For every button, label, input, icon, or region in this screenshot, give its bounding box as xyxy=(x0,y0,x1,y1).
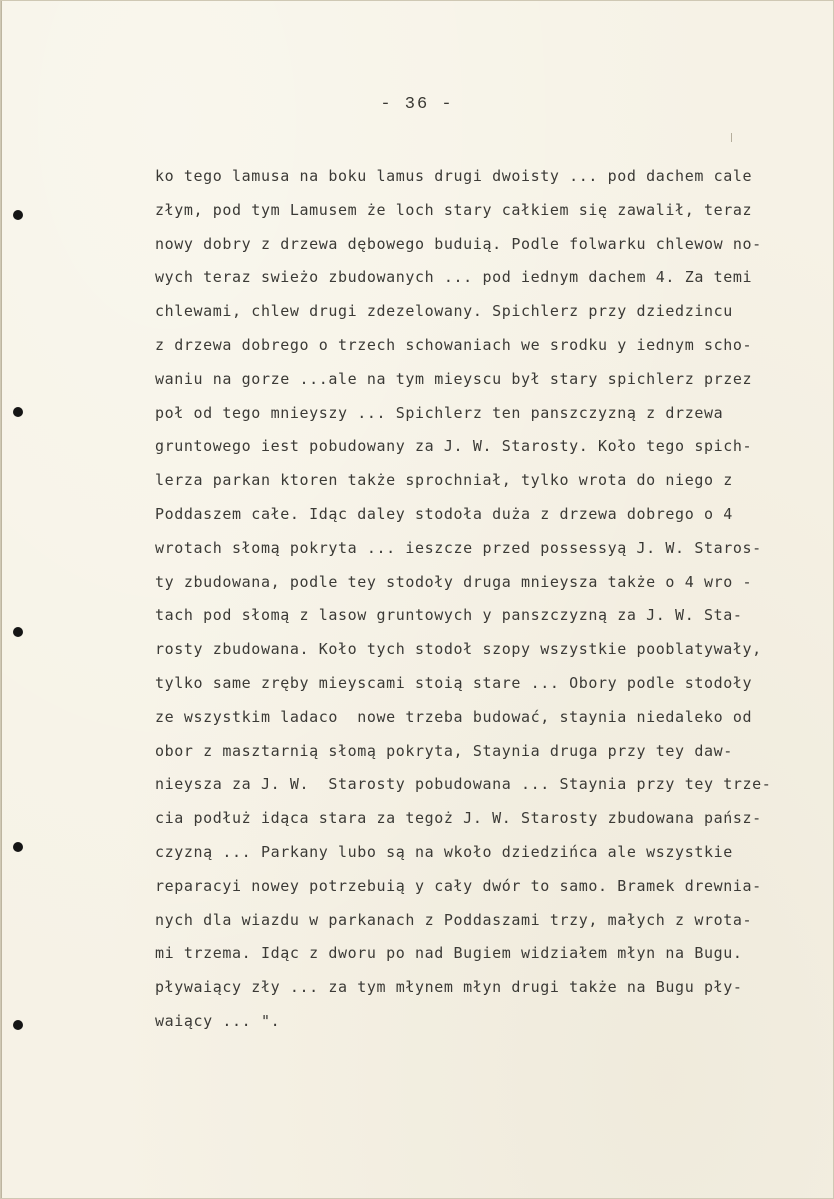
punch-hole xyxy=(13,407,23,417)
punch-hole xyxy=(13,1020,23,1030)
punch-hole xyxy=(13,210,23,220)
text-line: pływaiący zły ... za tym młynem młyn drugi także na Bugu pły- xyxy=(155,978,743,997)
paper-mark xyxy=(731,133,732,142)
text-line: waniu na gorze ...ale na tym mieyscu był stary spichlerz przez xyxy=(155,369,753,388)
text-line: chlewami, chlew drugi zdezelowany. Spichlerz przy dziedzincu xyxy=(155,302,733,321)
text-line: wych teraz swieżo zbudowanych ... pod iednym dachem 4. Za temi xyxy=(155,268,753,287)
text-line: ko tego lamusa na boku lamus drugi dwoisty ... pod dachem cale xyxy=(155,167,753,185)
text-line: cia podłuż idąca stara za tegoż J. W. Starosty zbudowana pańsz- xyxy=(155,809,762,828)
text-line: lerza parkan ktoren także sprochniał, tylko wrota do niego z xyxy=(155,471,733,490)
text-line: z drzewa dobrego o trzech schowaniach we srodku y iednym scho- xyxy=(155,335,753,354)
text-line: waiący ... ". xyxy=(155,1011,281,1030)
typewritten-body-text xyxy=(155,160,815,1039)
text-line: ze wszystkim ladaco nowe trzeba budować, staynia niedaleko od xyxy=(155,707,753,726)
text-line: ty zbudowana, podle tey stodoły druga mnieysza także o 4 wro - xyxy=(155,572,753,591)
text-line: nych dla wiazdu w parkanach z Poddaszami trzy, małych z wrota- xyxy=(155,910,753,929)
text-line: nowy dobry z drzewa dębowego buduią. Podle folwarku chlewow no- xyxy=(155,234,762,253)
text-line: tach pod słomą z lasow gruntowych y panszczyzną za J. W. Sta- xyxy=(155,606,743,625)
text-line: poł od tego mnieyszy ... Spichlerz ten panszczyzną z drzewa xyxy=(155,403,724,422)
text-line: tylko same zręby mieyscami stoią stare ... Obory podle stodoły xyxy=(155,673,753,692)
text-line: gruntowego iest pobudowany za J. W. Starosty. Koło tego spich- xyxy=(155,437,753,456)
punch-hole xyxy=(13,627,23,637)
text-line: mi trzema. Idąc z dworu po nad Bugiem widziałem młyn na Bugu. xyxy=(155,944,743,963)
punch-hole xyxy=(13,842,23,852)
text-line: obor z masztarnią słomą pokryta, Staynia druga przy tey daw- xyxy=(155,741,733,760)
text-line: Poddaszem całe. Idąc daley stodoła duża z drzewa dobrego o 4 xyxy=(155,504,733,523)
page-number: - 36 - xyxy=(380,95,454,114)
text-line: złym, pod tym Lamusem że loch stary całkiem się zawalił, teraz xyxy=(155,200,753,219)
text-line: wrotach słomą pokryta ... ieszcze przed possessyą J. W. Staros- xyxy=(155,538,762,557)
text-line: czyzną ... Parkany lubo są na wkoło dziedzińca ale wszystkie xyxy=(155,842,733,861)
text-line: rosty zbudowana. Koło tych stodoł szopy wszystkie pooblatywały, xyxy=(155,640,762,659)
text-line: nieysza za J. W. Starosty pobudowana ... Staynia przy tey trze- xyxy=(155,775,772,794)
text-line: reparacyi nowey potrzebuią y cały dwór to samo. Bramek drewnia- xyxy=(155,876,762,895)
